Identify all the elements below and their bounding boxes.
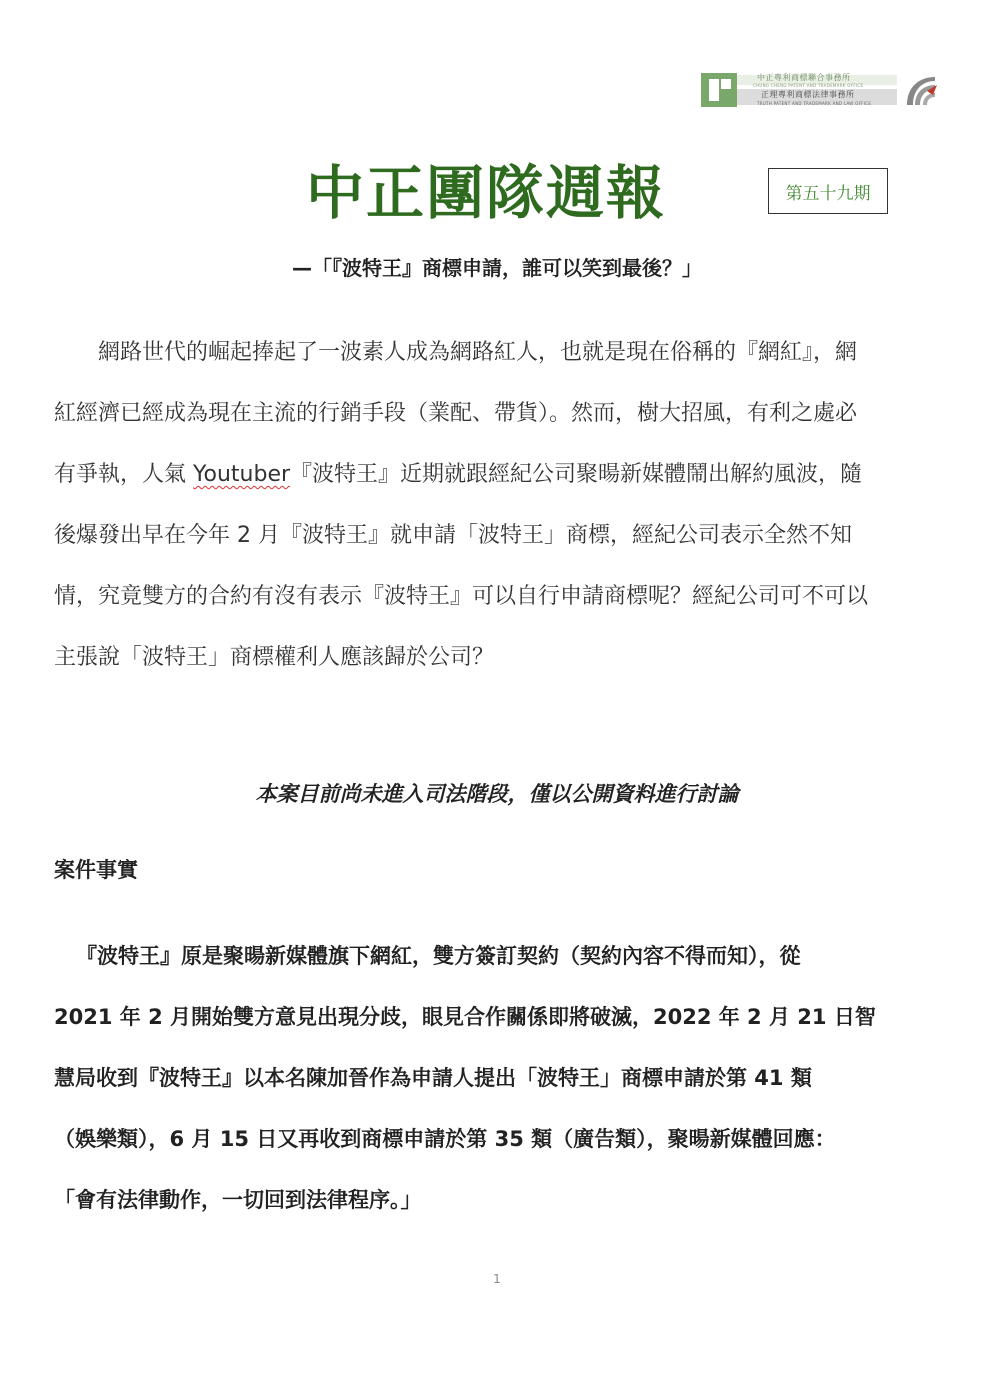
facts-paragraph (54, 926, 938, 1231)
article-subtitle: —「『波特王』商標申請，誰可以笑到最後？」 (292, 256, 702, 280)
intro-line-3b: 『波特王』近期就跟經紀公司聚暘新媒體鬧出解約風波，隨 (290, 462, 863, 487)
intro-line-6: 主張說「波特王」商標權利人應該歸於公司？ (54, 645, 495, 670)
logo-firm-name-1: 中正專利商標聯合事務所 (757, 73, 851, 82)
logo-firm-name-1-en: CHUNG CHENG PATENT AND TRADEMARK OFFICE (753, 83, 864, 88)
facts-line-5: 「會有法律動作，一切回到法律程序。」 (54, 1188, 422, 1212)
intro-line-4: 後爆發出早在今年 2 月『波特王』就申請「波特王」商標，經紀公司表示全然不知 (54, 523, 852, 548)
issue-number: 第五十九期 (785, 183, 871, 204)
disclaimer-notice: 本案目前尚未進入司法階段，僅以公開資料進行討論 (255, 782, 739, 806)
issue-number-box (768, 168, 888, 214)
intro-line-3 (54, 444, 938, 505)
facts-line-1 (54, 926, 938, 987)
intro-line-3a: 有爭執，人氣 (54, 462, 193, 487)
intro-paragraph (54, 322, 938, 688)
logo-firm-name-2-en: TRUTH PATENT AND TRADEMARK AND LAW OFFICE (757, 101, 872, 106)
intro-line-5: 情，究竟雙方的合約有沒有表示『波特王』可以自行申請商標呢？經紀公司可不可以 (54, 584, 869, 609)
facts-line-3: 慧局收到『波特王』以本名陳加晉作為申請人提出「波特王」商標申請於第 41 類 (54, 1066, 812, 1090)
intro-line-1 (54, 322, 938, 383)
intro-line-1-text: 網路世代的崛起捧起了一波素人成為網路紅人，也就是現在俗稱的『網紅』，網 (98, 340, 858, 365)
logo-text (739, 71, 899, 109)
section-heading: 案件事實 (54, 858, 138, 882)
newsletter-title: 中正團隊週報 (306, 159, 667, 227)
facts-line-1-text: 『波特王』原是聚暘新媒體旗下網紅，雙方簽訂契約（契約內容不得而知），從 (76, 944, 801, 968)
facts-line-4: （娛樂類），6 月 15 日又再收到商標申請於第 35 類（廣告類），聚暘新媒體回應： (54, 1127, 836, 1151)
page-number: 1 (493, 1272, 501, 1286)
intro-line-2: 紅經濟已經成為現在主流的行銷手段（業配、帶貨）。然而，樹大招風，有利之處必 (54, 401, 858, 426)
logo-firm-name-2: 正理專利商標法律事務所 (761, 90, 855, 99)
youtuber-word: Youtuber (193, 462, 291, 487)
firm-logo (701, 71, 937, 109)
facts-line-2: 2021 年 2 月開始雙方意見出現分歧，眼見合作關係即將破滅，2022 年 2 月 21 日智 (54, 1005, 876, 1029)
